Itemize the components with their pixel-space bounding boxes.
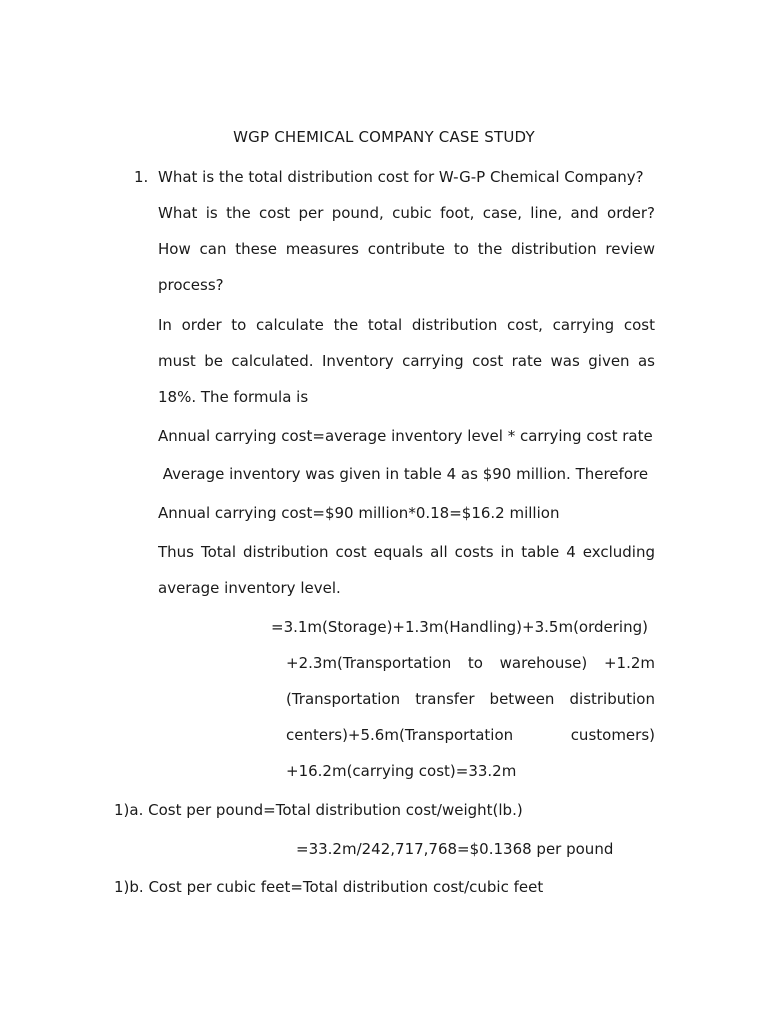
paragraph-line: In order to calculate the total distribution cost, carrying cost: [158, 316, 655, 334]
paragraph-line: 18%. The formula is: [158, 388, 309, 406]
sum-line: =3.1m(Storage)+1.3m(Handling)+3.5m(ordering): [271, 618, 648, 636]
question-line: What is the cost per pound, cubic foot, case, line, and order?: [158, 204, 655, 222]
formula-line: Annual carrying cost=$90 million*0.18=$16.2 million: [158, 504, 560, 522]
subquestion-line: 1)b. Cost per cubic feet=Total distribution cost/cubic feet: [114, 878, 544, 896]
subquestion-line: 1)a. Cost per pound=Total distribution cost/weight(lb.): [114, 801, 523, 819]
paragraph-line: Average inventory was given in table 4 as $90 million. Therefore: [158, 465, 649, 483]
paragraph-line: average inventory level.: [158, 579, 341, 597]
question-number: 1.: [134, 168, 149, 186]
sum-line: +2.3m(Transportation to warehouse) +1.2m: [286, 654, 655, 672]
paragraph-line: Thus Total distribution cost equals all costs in table 4 excluding: [158, 543, 655, 561]
paragraph-line: must be calculated. Inventory carrying cost rate was given as: [158, 352, 655, 370]
question-line: What is the total distribution cost for W-G-P Chemical Company?: [158, 168, 644, 186]
sum-line: centers)+5.6m(Transportation customers): [286, 726, 655, 744]
sum-line: (Transportation transfer between distribution: [286, 690, 655, 708]
formula-line: =33.2m/242,717,768=$0.1368 per pound: [296, 840, 614, 858]
sum-line: +16.2m(carrying cost)=33.2m: [286, 762, 517, 780]
question-line: process?: [158, 276, 224, 294]
formula-line: Annual carrying cost=average inventory level * carrying cost rate: [158, 427, 653, 445]
question-line: How can these measures contribute to the distribution review: [158, 240, 655, 258]
document-title: WGP CHEMICAL COMPANY CASE STUDY: [233, 128, 535, 146]
